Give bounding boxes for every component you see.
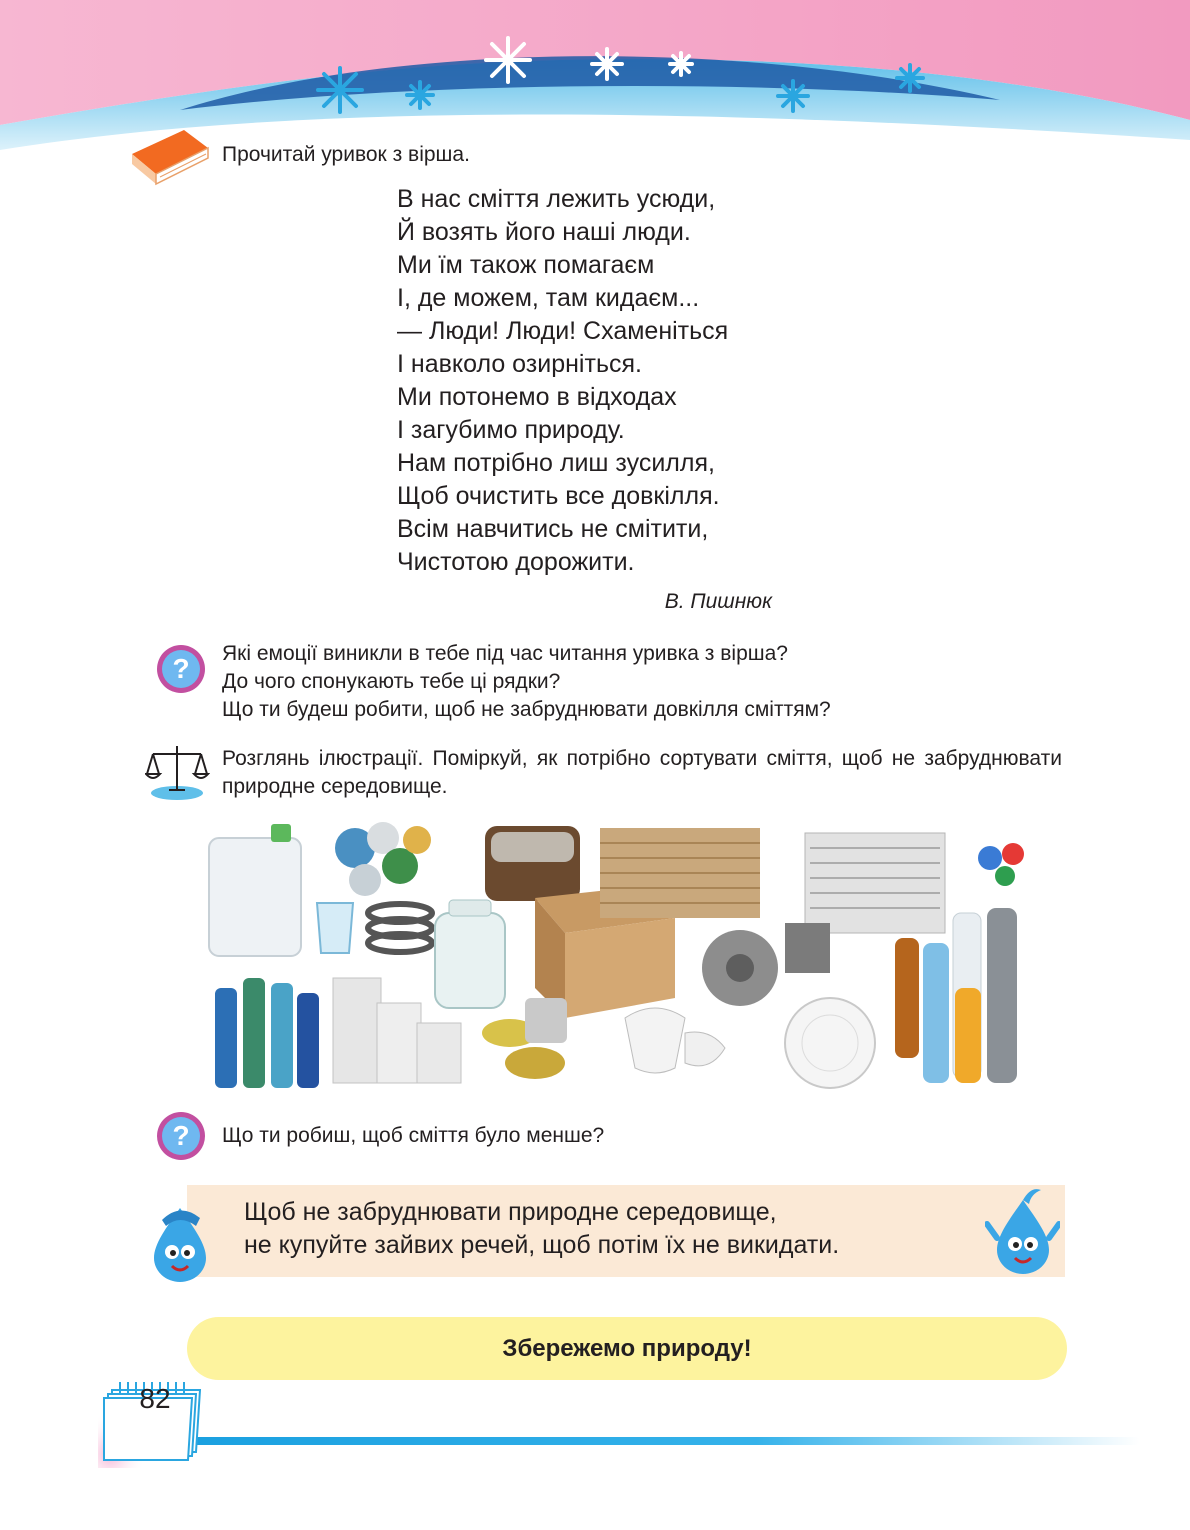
- tin-cans-icon: [482, 998, 567, 1079]
- question-text: Які емоції виникли в тебе під час читання уривка з вірша?: [222, 642, 788, 665]
- question-icon: [155, 1110, 207, 1162]
- svg-text:?: ?: [172, 1120, 190, 1151]
- poem-line: І загубимо природу.: [397, 416, 625, 444]
- droplet-mascot-icon: [985, 1180, 1060, 1280]
- poem-line: — Люди! Люди! Схаменіться: [397, 317, 729, 345]
- scrap-metal-icon: [702, 923, 830, 1006]
- scales-icon: [145, 738, 210, 803]
- droplet-mascot-icon: [150, 1200, 210, 1285]
- question-text: Що ти робиш, щоб сміття було менше?: [222, 1124, 605, 1147]
- tip-line: Щоб не забруднювати природне середовище,: [244, 1198, 777, 1226]
- question-text: До чого спонукають тебе ці рядки?: [222, 670, 561, 693]
- questions-list: [222, 640, 1122, 724]
- footer-line: [180, 1437, 1140, 1445]
- spring-icon: [368, 904, 432, 952]
- waste-illustration: [205, 818, 1045, 1093]
- poem-line: Нам потрібно лиш зусилля,: [397, 449, 715, 477]
- pot-icon: [485, 826, 580, 901]
- reflect-instruction: Розглянь ілюстрації. Поміркуй, як потрібно сортувати сміття, щоб не забруднювати природне середовище.: [222, 747, 1062, 798]
- poem-line: Чистотою дорожити.: [397, 548, 635, 576]
- plastic-bottles-icon: [895, 908, 1017, 1083]
- poem-line: Ми їм також помагаєм: [397, 251, 655, 279]
- tip-text: [244, 1196, 839, 1262]
- newspapers-icon: [805, 833, 945, 933]
- slogan-text: Збережемо природу!: [502, 1335, 752, 1362]
- broken-china-icon: [625, 1008, 725, 1073]
- poem-line: В нас сміття лежить усюди,: [397, 185, 716, 213]
- cardboard-stack-icon: [600, 828, 760, 918]
- page-number: 82: [139, 1383, 171, 1414]
- poem-line: Щоб очистить все довкілля.: [397, 482, 720, 510]
- poem-author: В. Пишнюк: [664, 590, 772, 613]
- poem-line: І, де можем, там кидаєм...: [397, 284, 700, 312]
- poem-line: Ми потонемо в відходах: [397, 383, 677, 411]
- glass-bottles-icon: [215, 978, 319, 1088]
- caps-icon: [978, 843, 1024, 886]
- question-text: Що ти будеш робити, щоб не забруднювати довкілля сміттям?: [222, 698, 831, 721]
- jar-icon: [435, 900, 505, 1008]
- cup-icon: [317, 903, 353, 953]
- poem-line: І навколо озирніться.: [397, 350, 642, 378]
- svg-text:?: ?: [172, 653, 190, 684]
- question-icon: [155, 643, 207, 695]
- poem-line: Й возять його наші люди.: [397, 218, 691, 246]
- book-icon: [130, 128, 210, 186]
- plate-icon: [785, 998, 875, 1088]
- cans-icon: [335, 822, 431, 896]
- canister-icon: [209, 824, 301, 956]
- tip-line: не купуйте зайвих речей, щоб потім їх не викидати.: [244, 1231, 840, 1259]
- read-instruction: Прочитай уривок з вірша.: [222, 143, 470, 166]
- poem-line: Всім навчитись не смітити,: [397, 515, 709, 543]
- poem: [397, 183, 917, 579]
